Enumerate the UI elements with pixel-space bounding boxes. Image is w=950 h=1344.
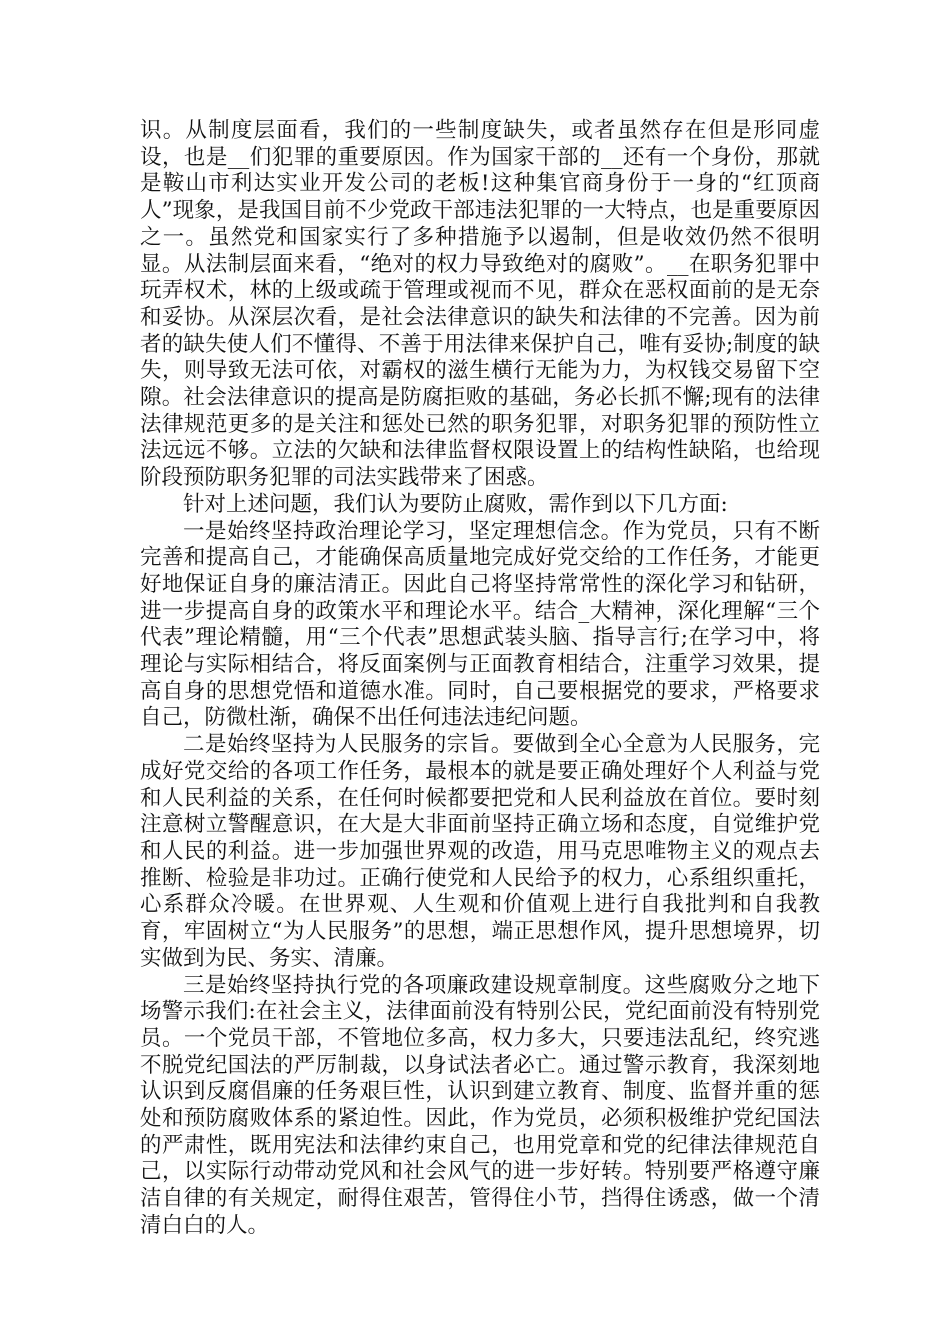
paragraph-1: 识。从制度层面看，我们的一些制度缺失，或者虽然存在但是形同虚设，也是__们犯罪的重要原因。作为国家干部的__还有一个身份，那就是鞍山市利达实业开发公司的老板!这种集官商身份于一身的“红顶商人”现象，是我国目前不少党政干部违法犯罪的一大特点，也是重要原因之一。虽然党和国家实行了多种措施予以遏制，但是收效仍然不很明显。从法制层面来看，“绝对的权力导致绝对的腐败”。__在职务犯罪中玩弄权术，林的上级或疏于管理或视而不见，群众在恶权面前的是无奈和妥协。从深层次看，是社会法律意识的缺失和法律的不完善。因为前者的缺失使人们不懂得、不善于用法律来保护自己，唯有妥协;制度的缺失，则导致无法可依，对霸权的滋生横行无能为力，为权钱交易留下空隙。社会法律意识的提高是防腐拒败的基础，务必长抓不懈;现有的法律法律规范更多的是关注和惩处已然的职务犯罪，对职务犯罪的预防性立法远远不够。立法的欠缺和法律监督权限设置上的结构性缺陷，也给现阶段预防职务犯罪的司法实践带来了困惑。	[140, 118, 820, 491]
paragraph-2: 针对上述问题，我们认为要防止腐败，需作到以下几方面:	[183, 491, 728, 517]
paragraph-4: 二是始终坚持为人民服务的宗旨。要做到全心全意为人民服务，完成好党交给的各项工作任务，最根本的就是要正确处理好个人利益与党和人民利益的关系，在任何时候都要把党和人民利益放在首位。要时刻注意树立警醒意识，在大是大非面前坚持正确立场和态度，自觉维护党和人民的利益。进一步加强世界观的改造，用马克思唯物主义的观点去推断、检验是非功过。正确行使党和人民给予的权力，心系组织重托，心系群众冷暖。在世界观、人生观和价值观上进行自我批判和自我教育，牢固树立“为人民服务”的思想，端正思想作风，提升思想境界，切实做到为民、务实、清廉。	[140, 732, 820, 971]
document-body	[140, 118, 820, 1240]
paragraph-3: 一是始终坚持政治理论学习，坚定理想信念。作为党员，只有不断完善和提高自己，才能确保高质量地完成好党交给的工作任务，才能更好地保证自身的廉洁清正。因此自己将坚持常常性的深化学习和钻研，进一步提高自身的政策水平和理论水平。结合_大精神，深化理解“三个代表”理论精髓，用“三个代表”思想武装头脑、指导言行;在学习中，将理论与实际相结合，将反面案例与正面教育相结合，注重学习效果，提高自身的思想党悟和道德水准。同时，自己要根据党的要求，严格要求自己，防微杜渐，确保不出任何违法违纪问题。	[140, 518, 820, 731]
paragraph-5: 三是始终坚持执行党的各项廉政建设规章制度。这些腐败分之地下场警示我们:在社会主义，法律面前没有特别公民，党纪面前没有特别党员。一个党员干部，不管地位多高，权力多大，只要违法乱纪，终究逃不脱党纪国法的严厉制裁，以身试法者必亡。通过警示教育，我深刻地认识到反腐倡廉的任务艰巨性，认识到建立教育、制度、监督并重的惩处和预防腐败体系的紧迫性。因此，作为党员，必须积极维护党纪国法的严肃性，既用宪法和法律约束自己，也用党章和党的纪律法律规范自己，以实际行动带动党风和社会风气的进一步好转。特别要严格遵守廉洁自律的有关规定，耐得住艰苦，管得住小节，挡得住诱惑，做一个清清白白的人。	[140, 972, 820, 1238]
